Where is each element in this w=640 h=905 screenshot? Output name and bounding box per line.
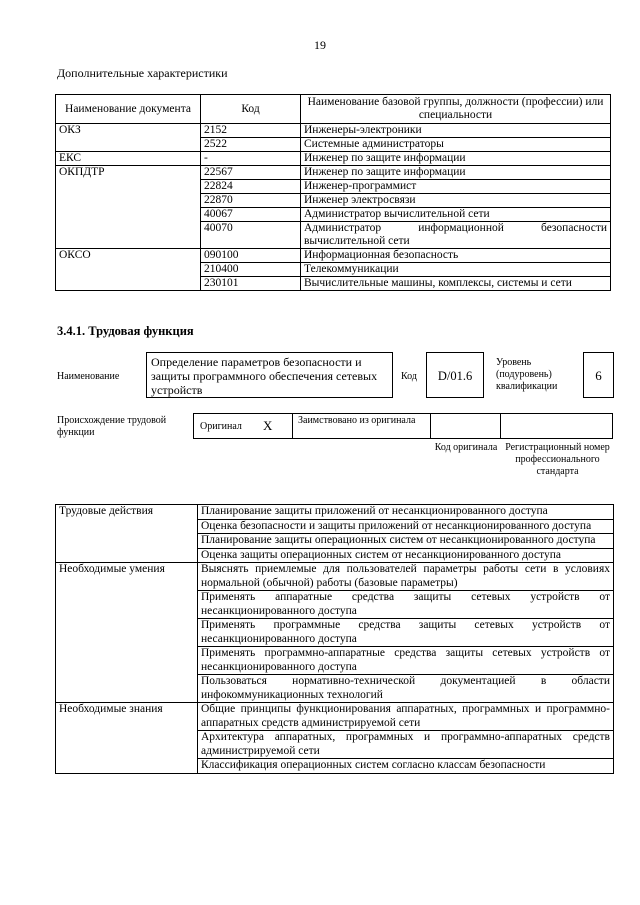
code-cell: 210400 <box>201 263 301 277</box>
table-row <box>56 166 611 180</box>
item-cell: Применять программные средства защиты сетевых устройств от несанкционированного доступа <box>198 619 614 647</box>
divider <box>430 413 431 439</box>
name-label: Наименование <box>57 371 120 382</box>
code-cell: 22824 <box>201 180 301 194</box>
name-cell: Инженер по защите информации <box>301 152 611 166</box>
item-cell: Классификация операционных систем согласно классам безопасности <box>198 759 614 774</box>
header-doc: Наименование документа <box>56 95 201 124</box>
code-cell: - <box>201 152 301 166</box>
item-cell: Общие принципы функционирования аппаратных, программных и программно-аппаратных средств администрируемой сети <box>198 703 614 731</box>
table-row <box>56 703 614 731</box>
doc-cell: ОКПДТР <box>56 166 201 249</box>
code-caption: Код оригинала <box>434 442 498 453</box>
name-cell: Телекоммуникации <box>301 263 611 277</box>
level-label: Уровень (подуровень) квалификации <box>496 357 558 392</box>
item-cell: Применять аппаратные средства защиты сетевых устройств от несанкционированного доступа <box>198 591 614 619</box>
category-cell: Необходимые знания <box>56 703 198 774</box>
table-row <box>56 124 611 138</box>
code-cell: 22870 <box>201 194 301 208</box>
code-cell: 22567 <box>201 166 301 180</box>
code-cell: 090100 <box>201 249 301 263</box>
item-cell: Архитектура аппаратных, программных и программно-аппаратных средств администрируемой сети <box>198 731 614 759</box>
table-row <box>56 505 614 520</box>
item-cell: Планирование защиты приложений от несанкционированного доступа <box>198 505 614 520</box>
item-cell: Оценка безопасности и защиты приложений от несанкционированного доступа <box>198 519 614 534</box>
table-header-row <box>56 95 611 124</box>
table-row <box>56 152 611 166</box>
item-cell: Применять программно-аппаратные средства защиты сетевых устройств от несанкционированного доступа <box>198 647 614 675</box>
divider <box>292 413 293 439</box>
item-cell: Пользоваться нормативно-технической документацией в области инфокоммуникационных технологий <box>198 675 614 703</box>
borrowed-label: Заимствовано из оригинала <box>298 415 416 426</box>
item-cell: Оценка защиты операционных систем от несанкционированного доступа <box>198 548 614 563</box>
origin-label: Происхождение трудовой функции <box>57 415 167 438</box>
doc-cell: ОКСО <box>56 249 201 291</box>
function-details-table <box>55 504 614 774</box>
name-cell: Инженер по защите информации <box>301 166 611 180</box>
name-cell: Администратор информационной безопасности вычислительной сети <box>301 222 611 249</box>
code-cell: 230101 <box>201 277 301 291</box>
name-cell: Инженер-программист <box>301 180 611 194</box>
page-number: 19 <box>314 38 326 52</box>
code-cell: 40070 <box>201 222 301 249</box>
name-cell: Системные администраторы <box>301 138 611 152</box>
level-value: 6 <box>583 352 614 398</box>
name-cell: Инженер электросвязи <box>301 194 611 208</box>
category-cell: Трудовые действия <box>56 505 198 563</box>
name-cell: Администратор вычислительной сети <box>301 208 611 222</box>
item-cell: Планирование защиты операционных систем от несанкционированного доступа <box>198 534 614 549</box>
original-mark: X <box>263 418 273 433</box>
code-cell: 40067 <box>201 208 301 222</box>
item-cell: Выяснять приемлемые для пользователей параметры работы сети в условиях нормальной (обычной) работы (базовые параметры) <box>198 563 614 591</box>
table-row <box>56 563 614 591</box>
code-cell: 2522 <box>201 138 301 152</box>
original-label: Оригинал <box>200 421 242 432</box>
header-name: Наименование базовой группы, должности (профессии) или специальности <box>301 95 611 124</box>
classification-table <box>55 94 611 291</box>
name-cell: Информационная безопасность <box>301 249 611 263</box>
doc-cell: ЕКС <box>56 152 201 166</box>
function-code: D/01.6 <box>426 352 484 398</box>
code-cell: 2152 <box>201 124 301 138</box>
category-cell: Необходимые умения <box>56 563 198 703</box>
table-row <box>56 249 611 263</box>
doc-cell: ОКЗ <box>56 124 201 152</box>
code-label: Код <box>401 371 417 382</box>
header-code: Код <box>201 95 301 124</box>
name-cell: Вычислительные машины, комплексы, системы и сети <box>301 277 611 291</box>
divider <box>500 413 501 439</box>
section-title: 3.4.1. Трудовая функция <box>57 324 194 338</box>
name-cell: Инженеры-электроники <box>301 124 611 138</box>
reg-caption: Регистрационный номер профессионального стандарта <box>505 442 610 477</box>
subtitle: Дополнительные характеристики <box>57 66 228 80</box>
function-name: Определение параметров безопасности и защиты программного обеспечения сетевых устройств <box>146 352 393 398</box>
